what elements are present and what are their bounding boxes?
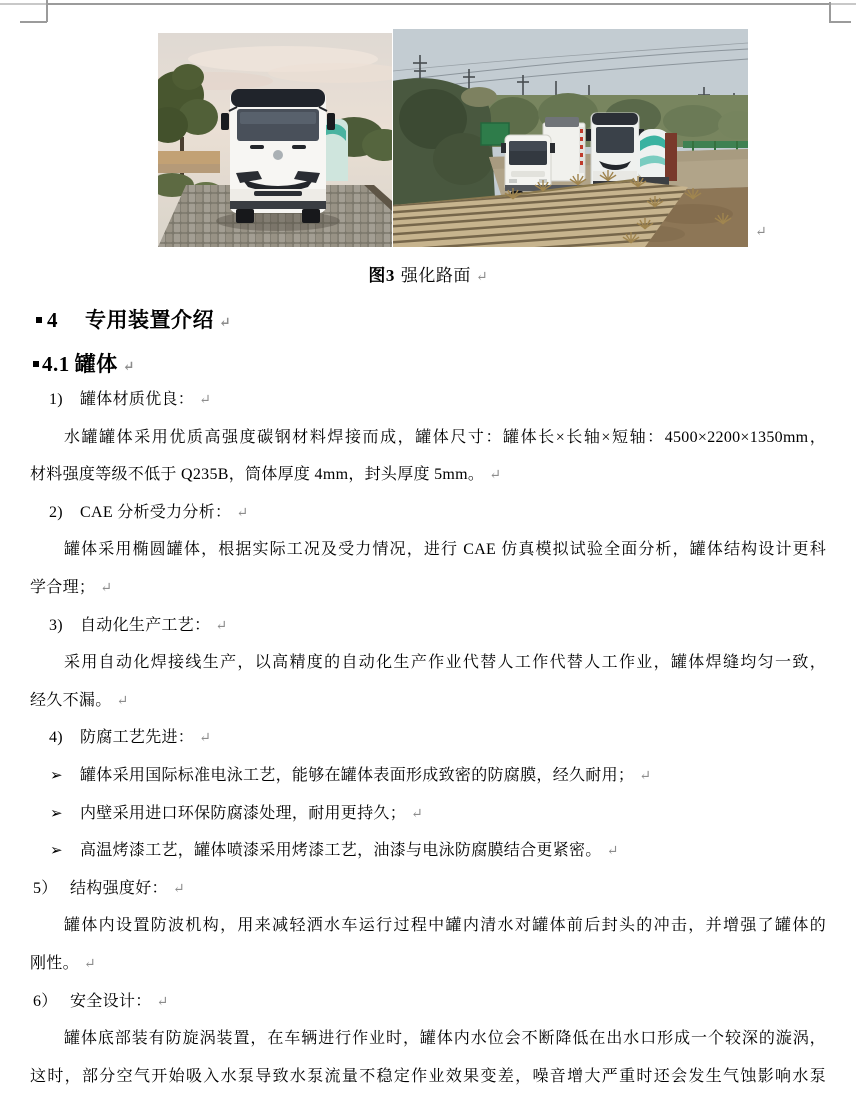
margin-crop-mark-left-horizontal [20,21,47,23]
paragraph-text: 罐体采用椭圆罐体，根据实际工况及受力情况，进行 CAE 仿真模拟试验全面分析，罐体结构设计更科 [64,541,826,559]
heading-section-4 [36,303,231,337]
pilcrow-mark: ↵ [199,393,211,408]
page-top-edge-right [829,3,856,5]
paragraph-line [30,907,826,945]
pilcrow-mark: ↵ [639,768,651,784]
list-item-text: 罐体材质优良： [80,391,195,408]
pilcrow-mark: ↵ [236,505,249,521]
heading-number: 4 [47,308,58,332]
paragraph-text: 这时，部分空气开始吸入水泵导致水泵流量不稳定作业效果变差，噪音增大严重时还会发生气蚀影响水泵 [30,1067,826,1085]
paragraph-text: 采用自动化焊接线生产，以高精度的自动化生产作业代替人工作代替人工作业，罐体焊缝均匀一致， [64,654,826,672]
pilcrow-mark: ↵ [219,316,231,331]
list-item-2 [30,494,826,532]
list-item-3 [30,607,826,645]
figure-photo-left[interactable] [158,33,392,247]
pilcrow-mark: ↵ [475,270,488,285]
page-top-edge-left [0,3,47,5]
pilcrow-mark: ↵ [172,881,185,897]
figure-caption-title: 强化路面 [400,266,471,285]
list-item-6 [30,983,826,1021]
list-item-text: 内壁采用进口环保防腐漆处理，耐用更持久； [80,804,407,822]
truck-on-cobblestone-illustration [158,33,392,247]
paragraph-line [30,531,826,569]
list-item-text: 高温烤漆工艺，罐体喷漆采用烤漆工艺，油漆与电泳防腐膜结合更紧密。 [80,842,602,860]
arrow-list-item [30,795,826,833]
paragraph-line [30,682,826,720]
arrow-list-item [30,757,826,795]
outline-bullet-icon [36,317,42,323]
paragraph-text: 刚性。 [30,954,79,972]
pilcrow-mark: ↵ [100,580,112,596]
trucks-on-reinforced-road-illustration [393,29,748,247]
document-body [30,381,826,1095]
pilcrow-mark: ↵ [199,731,211,747]
paragraph-text: 学合理； [30,578,96,596]
margin-crop-mark-right-horizontal [829,21,851,23]
pilcrow-mark: ↵ [83,956,96,972]
list-item-text: 安全设计： [70,992,152,1010]
heading-title: 罐体 [74,352,118,376]
list-item-marker: 1) [49,391,63,408]
list-item-marker: 2) [49,503,63,521]
paragraph-text: 材料强度等级不低于 Q235B，筒体厚度 4mm，封头厚度 5mm。 [30,466,485,484]
paragraph-text: 罐体内设置防波机构，用来减轻洒水车运行过程中罐内清水对罐体前后封头的冲击，并增强了罐体的 [64,917,826,935]
paragraph-line [30,1020,826,1058]
page-top-edge [47,3,829,5]
heading-number: 4.1 [42,352,70,376]
pilcrow-mark: ↵ [215,618,228,634]
arrow-list-item [30,832,826,870]
list-item-5 [30,870,826,908]
pilcrow-mark: ↵ [489,468,501,484]
pilcrow-mark: ↵ [156,994,169,1010]
paragraph-line [30,1058,826,1095]
paragraph-text: 罐体底部装有防旋涡装置，在车辆进行作业时，罐体内水位会不断降低在出水口形成一个较深的漩涡， [64,1030,826,1048]
paragraph-line [30,644,826,682]
paragraph-text: 水罐罐体采用优质高强度碳钢材料焊接而成，罐体尺寸：罐体长×长轴×短轴：4500×2200×1350mm， [64,428,826,446]
pilcrow-mark: ↵ [755,225,767,240]
heading-title: 专用装置介绍 [85,308,214,332]
list-item-marker: 5） [33,879,58,897]
arrow-bullet-icon: ➢ [50,767,63,784]
paragraph-text: 经久不漏。 [30,691,112,709]
margin-crop-mark-right-vertical [829,2,831,22]
list-item-text: CAE 分析受力分析： [80,503,232,521]
figure-caption [30,262,826,290]
pilcrow-mark: ↵ [116,693,129,709]
figure-photo-right[interactable] [393,29,748,247]
list-item-text: 罐体采用国际标准电泳工艺，能够在罐体表面形成致密的防腐膜，经久耐用； [80,766,635,784]
pilcrow-mark: ↵ [122,360,135,375]
list-item-marker: 4) [49,729,63,747]
figure-caption-label: 图3 [368,266,395,285]
list-item-4 [30,719,826,757]
arrow-bullet-icon: ➢ [50,843,63,860]
pilcrow-mark: ↵ [606,844,619,860]
paragraph-line [30,419,826,457]
outline-bullet-icon [33,361,39,367]
heading-section-4-1 [33,347,134,381]
pilcrow-mark: ↵ [411,806,423,822]
arrow-bullet-icon: ➢ [50,805,63,822]
list-item-text: 防腐工艺先进： [80,729,195,747]
paragraph-line [30,945,826,983]
list-item-text: 结构强度好： [70,879,168,897]
paragraph-line [30,456,826,494]
margin-crop-mark-left-vertical [46,0,48,22]
list-item-marker: 6） [33,992,58,1010]
list-item-text: 自动化生产工艺： [80,616,211,634]
list-item-marker: 3) [49,616,63,634]
paragraph-line [30,569,826,607]
list-item-1 [30,381,826,419]
